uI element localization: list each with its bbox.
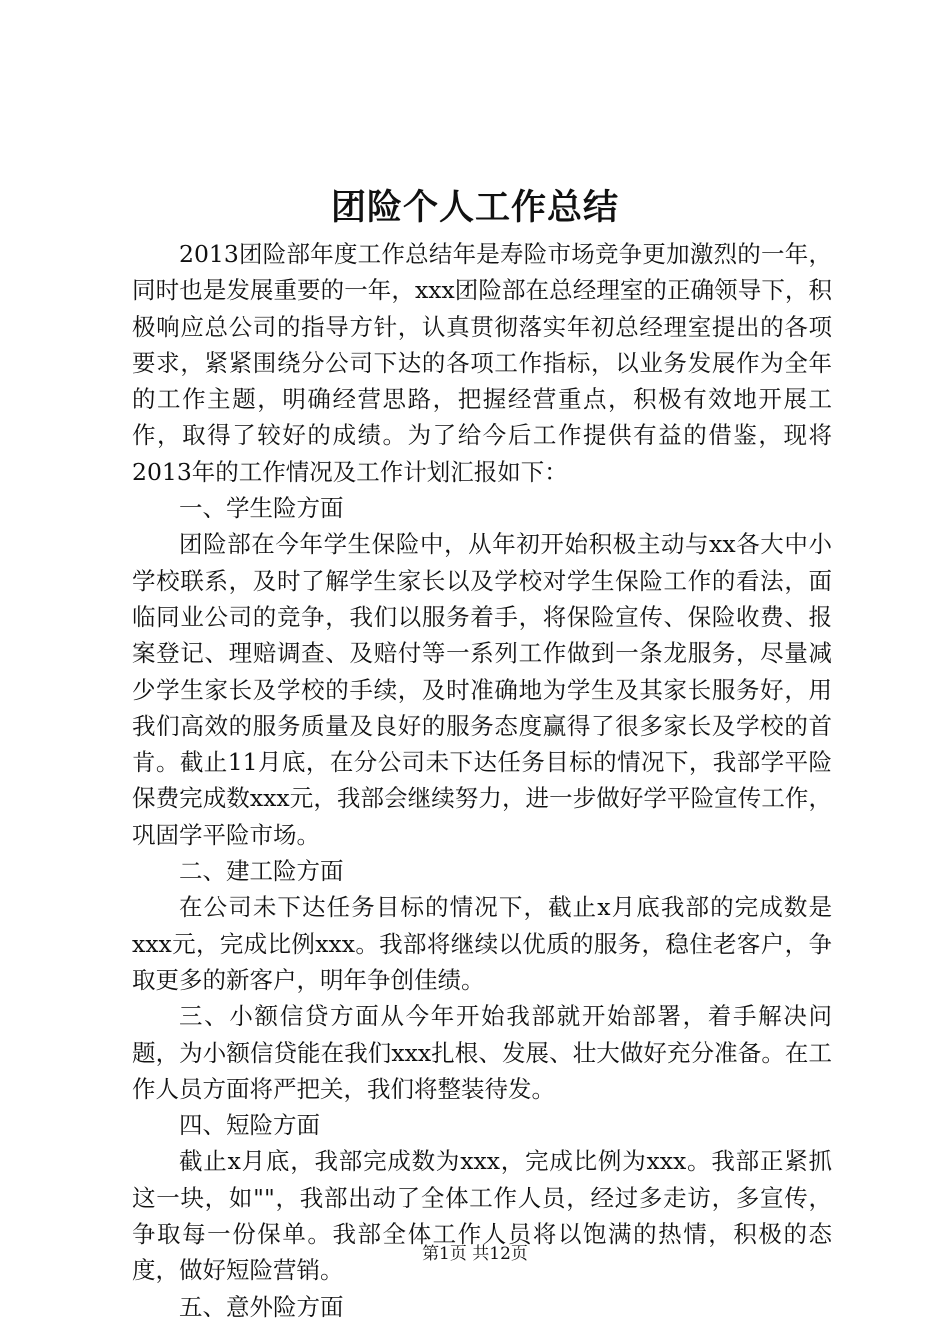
page-footer: 第1页 共12页 [422,1244,528,1264]
section-heading-accident-insurance: 五、意外险方面 [179,1292,344,1321]
short-term-insurance-paragraph: 截止x月底，我部完成数为xxx，完成比例为xxx。我部正紧抓这一块，如""，我部出动了全体工作人员，经过多走访，多宣传，争取每一份保单。我部全体工作人员将以饱满的热情，积极的态度，做好短险营销。 [132,1147,832,1285]
construction-insurance-paragraph: 在公司未下达任务目标的情况下，截止x月底我部的完成数是xxx元，完成比例xxx。我部将继续以优质的服务，稳住老客户，争取更多的新客户，明年争创佳绩。 [132,893,832,994]
microcredit-paragraph: 三、小额信贷方面从今年开始我部就开始部署，着手解决问题，为小额信贷能在我们xxx扎根、发展、壮大做好充分准备。在工作人员方面将严把关，我们将整装待发。 [132,1002,832,1103]
document-body [132,236,832,1325]
section-heading-short-term-insurance: 四、短险方面 [179,1111,320,1140]
intro-paragraph: 2013团险部年度工作总结年是寿险市场竞争更加激烈的一年，同时也是发展重要的一年，xxx团险部在总经理室的正确领导下，积极响应总公司的指导方针，认真贯彻落实年初总经理室提出的各项要求，紧紧围绕分公司下达的各项工作指标，以业务发展作为全年的工作主题，明确经营思路，把握经营重点，积极有效地开展工作，取得了较好的成绩。为了给今后工作提供有益的借鉴，现将2013年的工作情况及工作计划汇报如下： [132,240,832,486]
section-heading-student-insurance: 一、学生险方面 [179,494,344,523]
student-insurance-paragraph: 团险部在今年学生保险中，从年初开始积极主动与xx各大中小学校联系，及时了解学生家长以及学校对学生保险工作的看法，面临同业公司的竞争，我们以服务着手，将保险宣传、保险收费、报案登记、理赔调查、及赔付等一系列工作做到一条龙服务，尽量减少学生家长及学校的手续，及时准确地为学生及其家长服务好，用我们高效的服务质量及良好的服务态度赢得了很多家长及学校的首肯。截止11月底，在分公司未下达任务目标的情况下，我部学平险保费完成数xxx元，我部会继续努力，进一步做好学平险宣传工作，巩固学平险市场。 [132,530,832,849]
section-heading-construction-insurance: 二、建工险方面 [179,857,344,886]
document-title: 团险个人工作总结 [330,187,619,228]
